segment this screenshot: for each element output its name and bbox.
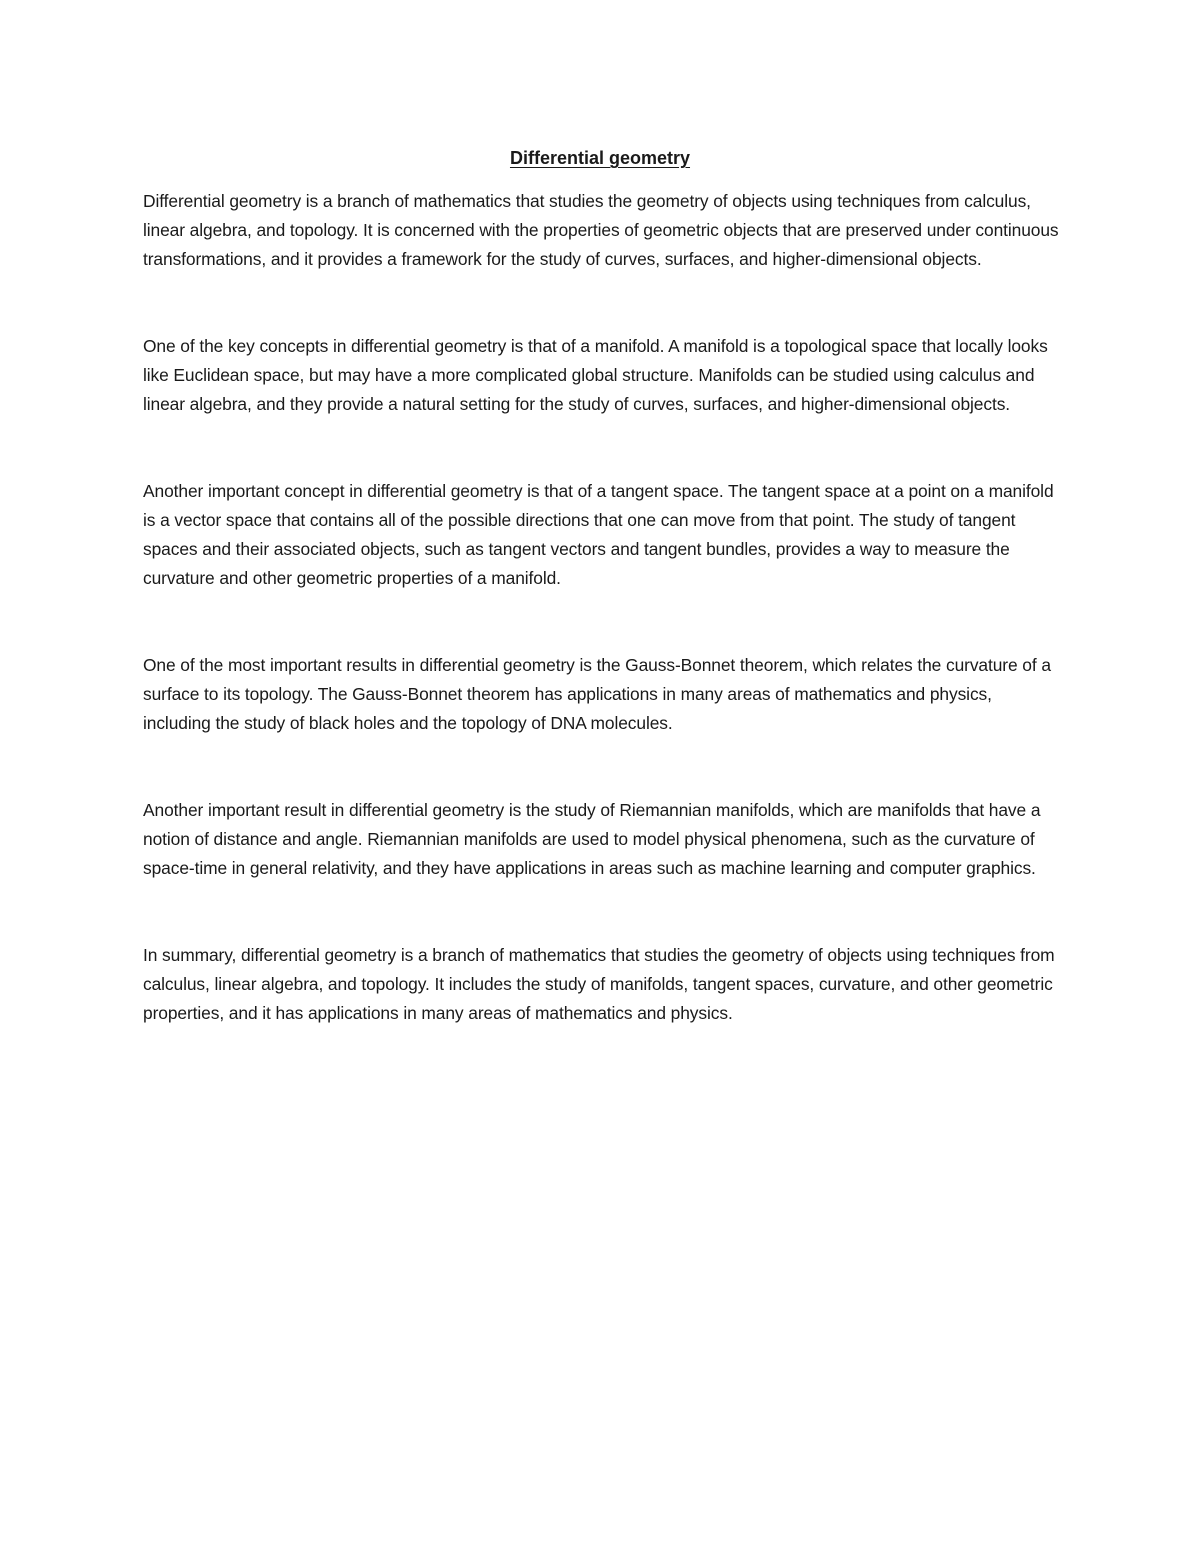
document-title: Differential geometry — [509, 148, 691, 168]
paragraph-introduction: Differential geometry is a branch of mathematics that studies the geometry of objects using techniques from calculus, linear algebra, and topology. It is concerned with the properties of geometric objects that are preserved under continuous transformations, and it provides a framework for the study of curves, surfaces, and higher-dimensional objects. — [143, 191, 1059, 269]
paragraph-gauss-bonnet: One of the most important results in differential geometry is the Gauss-Bonnet theorem, which relates the curvature of a surface to its topology. The Gauss-Bonnet theorem has applications in many areas of mathematics and physics, including the study of black holes and the topology of DNA molecules. — [143, 655, 1051, 733]
paragraph-summary: In summary, differential geometry is a branch of mathematics that studies the geometry of objects using techniques from calculus, linear algebra, and topology. It includes the study of manifolds, tangent spaces, curvature, and other geometric properties, and it has applications in many areas of mathematics and physics. — [143, 945, 1055, 1023]
paragraph-tangent-space: Another important concept in differential geometry is that of a tangent space. The tangent space at a point on a manifold is a vector space that contains all of the possible directions that one can move from that point. The study of tangent spaces and their associated objects, such as tangent vectors and tangent bundles, provides a way to measure the curvature and other geometric properties of a manifold. — [143, 481, 1054, 588]
document-body — [143, 187, 1063, 1028]
paragraph-manifold: One of the key concepts in differential geometry is that of a manifold. A manifold is a topological space that locally looks like Euclidean space, but may have a more complicated global structure. Manifolds can be studied using calculus and linear algebra, and they provide a natural setting for the study of curves, surfaces, and higher-dimensional objects. — [143, 336, 1048, 414]
paragraph-riemannian: Another important result in differential geometry is the study of Riemannian manifolds, which are manifolds that have a notion of distance and angle. Riemannian manifolds are used to model physical phenomena, such as the curvature of space-time in general relativity, and they have applications in areas such as machine learning and computer graphics. — [143, 800, 1041, 878]
